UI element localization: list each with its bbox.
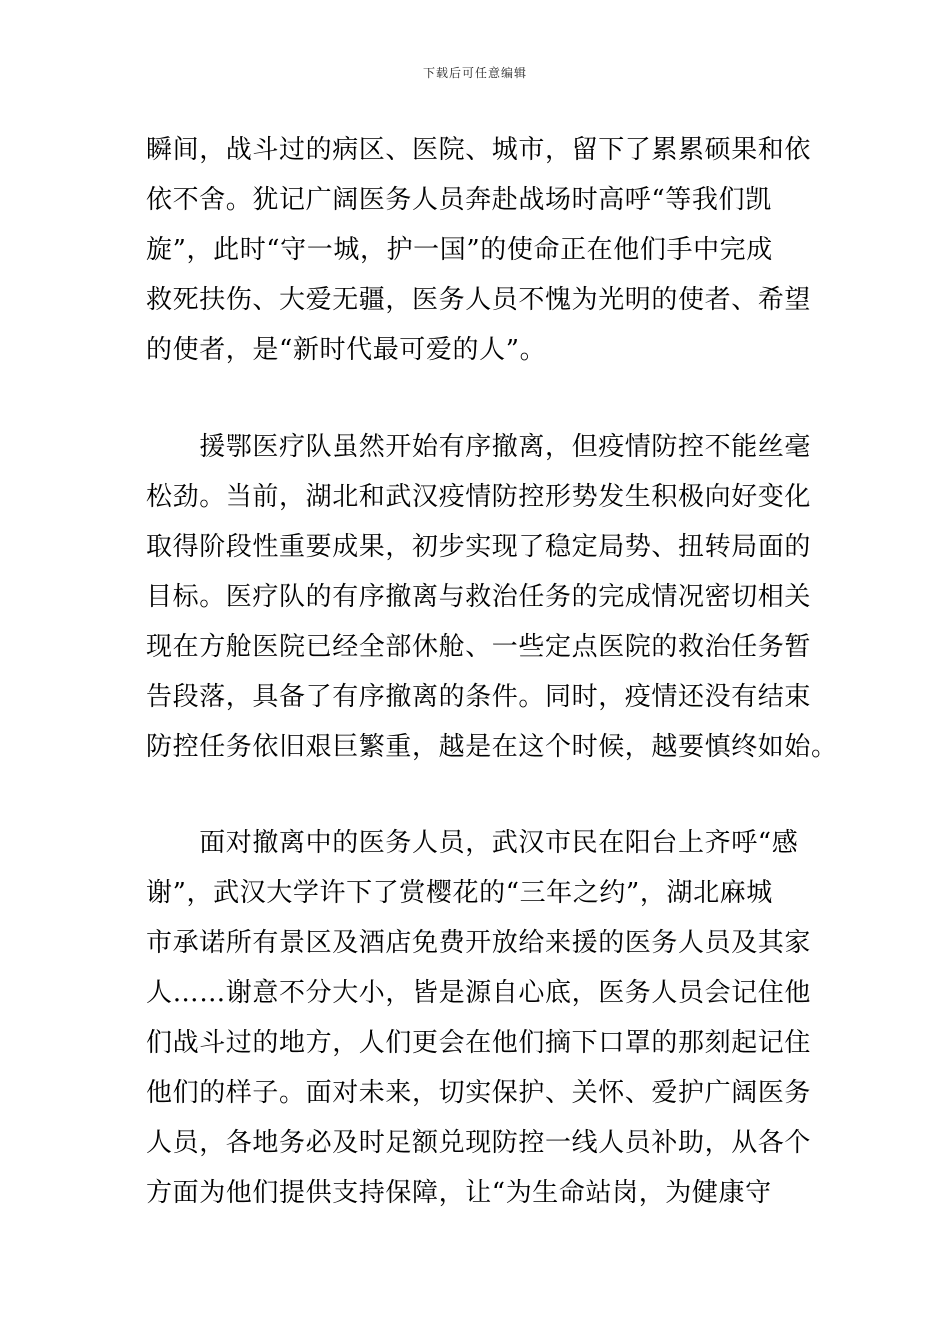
text-line: 告段落，具备了有序撤离的条件。同时，疫情还没有结束 [146, 682, 812, 712]
paragraph-2 [146, 422, 838, 772]
text-line: 面对撤离中的医务人员，武汉市民在阳台上齐呼“感 [146, 828, 799, 858]
text-line: 取得阶段性重要成果，初步实现了稳定局势、扭转局面的 [146, 532, 812, 562]
text-line: 市承诺所有景区及酒店免费开放给来援的医务人员及其家 [146, 928, 812, 958]
text-line: 松劲。当前，湖北和武汉疫情防控形势发生积极向好变化 [146, 482, 812, 512]
text-line: 的使者，是“新时代最可爱的人”。 [146, 335, 547, 365]
text-line: 瞬间，战斗过的病区、医院、城市，留下了累累硕果和依 [146, 135, 812, 165]
text-line: 旋”，此时“守一城，护一国”的使命正在他们手中完成 [146, 235, 773, 265]
text-line: 救死扶伤、大爱无疆，医务人员不愧为光明的使者、希望 [146, 285, 812, 315]
text-line: 依不舍。犹记广阔医务人员奔赴战场时高呼“等我们凯 [146, 185, 772, 215]
text-line: 援鄂医疗队虽然开始有序撤离，但疫情防控不能丝毫 [146, 432, 812, 462]
text-line: 谢”，武汉大学许下了赏樱花的“三年之约”，湖北麻城 [146, 878, 773, 908]
paragraph-3 [146, 818, 812, 1218]
text-line: 方面为他们提供支持保障，让“为生命站岗，为健康守 [146, 1178, 772, 1208]
text-line: 他们的样子。面对未来，切实保护、关怀、爱护广阔医务 [146, 1078, 812, 1108]
page-header-note: 下载后可任意编辑 [422, 66, 527, 80]
text-line: 人员，各地务必及时足额兑现防控一线人员补助，从各个 [146, 1128, 812, 1158]
text-line: 人……谢意不分大小，皆是源自心底，医务人员会记住他 [146, 978, 812, 1008]
text-line: 现在方舱医院已经全部休舱、一些定点医院的救治任务暂 [146, 632, 812, 662]
text-line: 们战斗过的地方，人们更会在他们摘下口罩的那刻起记住 [146, 1028, 812, 1058]
text-line: 目标。医疗队的有序撤离与救治任务的完成情况密切相关 [146, 582, 812, 612]
text-line: 防控任务依旧艰巨繁重，越是在这个时候，越要慎终如始。 [146, 732, 838, 762]
paragraph-1 [146, 125, 812, 375]
